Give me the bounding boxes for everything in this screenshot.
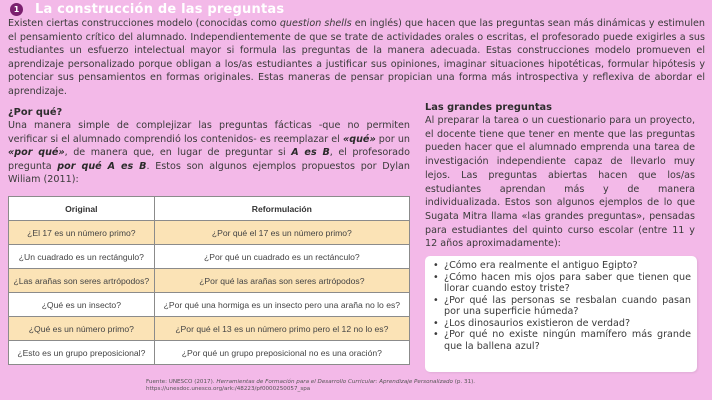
- section-number-badge: 1: [10, 3, 23, 16]
- table-row: [9, 221, 410, 245]
- reformulation-cell: ¿Por qué un grupo preposicional no es una oración?: [154, 341, 409, 365]
- original-cell: ¿Qué es un insecto?: [9, 293, 155, 317]
- list-item: [431, 260, 691, 272]
- por-que-section: [8, 106, 410, 187]
- bullet-icon: •: [433, 260, 439, 271]
- section-header: [8, 1, 284, 17]
- reformulation-cell: ¿Por qué el 13 es un número primo pero el 12 no lo es?: [154, 317, 409, 341]
- intro-text-cont: en inglés) que hacen que las preguntas sean más dinámicas y estimulen el pensamiento crítico del alumnado. Independientemente de que se trate de actividades orales o escritas, el profesorado puede exigirles a sus estudiantes un esfuerzo intelectual mayor si formula las preguntas de la manera adecuada. Estas construcciones modelo promueven el aprendizaje personalizado porque obligan a los/as estudiantes a justificar sus opiniones, imaginar situaciones hipotéticas, formular hipótesis y potenciar sus pensamientos en formas originales. Estas maneras de pensar propician una forma más introspectiva y reflexiva de abordar el aprendizaje.: [8, 18, 705, 97]
- list-item-text: ¿Cómo hacen mis ojos para saber que tienen que llorar cuando estoy triste?: [444, 271, 691, 294]
- section-title: La construcción de las preguntas: [35, 1, 285, 17]
- column-header-reformulation: Reformulación: [154, 197, 409, 221]
- source-citation: [146, 379, 475, 394]
- column-header-original: Original: [9, 197, 155, 221]
- source-prefix: Fuente: UNESCO (2017).: [146, 379, 217, 385]
- list-item: [431, 329, 691, 352]
- question-reformulation-table: [8, 196, 410, 365]
- table-row: [9, 245, 410, 269]
- text: , el profesorado pregunta: [8, 147, 411, 172]
- source-url[interactable]: https://unesdoc.unesco.org/ark:/48223/pf0000250057_spa: [146, 386, 311, 393]
- table-header-row: [9, 197, 410, 221]
- big-questions-box: [425, 256, 697, 372]
- grandes-preguntas-heading: Las grandes preguntas: [425, 102, 553, 113]
- table-row: [9, 317, 410, 341]
- list-item: [431, 295, 691, 318]
- grandes-preguntas-section: [425, 101, 695, 251]
- original-cell: ¿Qué es un número primo?: [9, 317, 155, 341]
- list-item-text: ¿Cómo era realmente el antiguo Egipto?: [444, 260, 638, 271]
- table-row: [9, 293, 410, 317]
- original-cell: ¿Esto es un grupo preposicional?: [9, 341, 155, 365]
- por-que-paragraph: [8, 119, 410, 187]
- por-que-heading: ¿Por qué?: [8, 107, 63, 118]
- reformulation-cell: ¿Por qué las arañas son seres artrópodos?: [154, 269, 409, 293]
- source-title: Herramientas de Formación para el Desarrollo Curricular: Aprendizaje Personalizado: [216, 379, 453, 385]
- original-cell: ¿Las arañas son seres artrópodos?: [9, 269, 155, 293]
- original-cell: ¿El 17 es un número primo?: [9, 221, 155, 245]
- source-suffix: (p. 31).: [452, 379, 476, 385]
- list-item: [431, 272, 691, 295]
- list-item: [431, 318, 691, 330]
- intro-paragraph: [8, 17, 705, 99]
- bullet-icon: •: [433, 294, 439, 306]
- intro-italic-term: question shells: [279, 18, 352, 29]
- reformulation-cell: ¿Por qué una hormiga es un insecto pero una araña no lo es?: [154, 293, 409, 317]
- reformulation-cell: ¿Por qué el 17 es un número primo?: [154, 221, 409, 245]
- big-questions-list: [431, 260, 691, 352]
- text: por un: [375, 133, 410, 145]
- emphasis: por qué A es B: [57, 160, 147, 172]
- list-item-text: ¿Por qué no existe ningún mamífero más grande que la ballena azul?: [444, 329, 691, 352]
- emphasis: A es B: [291, 147, 330, 159]
- grandes-preguntas-paragraph: Al preparar la tarea o un cuestionario para un proyecto, el docente tiene que tener en mente que las preguntas pueden hacer que el alumnado emprenda una tarea de investigación independiente capaz de llevarlo muy lejos. Las preguntas abiertas hacen que los/as estudiantes aprendan más y de manera individualizada. Estos son algunos ejemplos de lo que Sugata Mitra llama «las grandes preguntas», pensadas para estudiantes del quinto curso escolar (entre 11 y 12 años aproximadamente):: [425, 115, 695, 250]
- list-item-text: ¿Los dinosaurios existieron de verdad?: [444, 317, 631, 329]
- text: . Estos son algunos ejemplos propuestos por Dylan Wiliam (2011):: [8, 160, 410, 186]
- list-item-text: ¿Por qué las personas se resbalan cuando pasan por una superficie húmeda?: [444, 294, 691, 317]
- original-cell: ¿Un cuadrado es un rectángulo?: [9, 245, 155, 269]
- table-row: [9, 341, 410, 365]
- emphasis: «por qué»: [8, 147, 65, 159]
- intro-text: Existen ciertas construcciones modelo (conocidas como: [8, 18, 280, 29]
- text: , de manera que, en lugar de preguntar si: [64, 147, 292, 159]
- text: Una manera simple de complejizar las preguntas fácticas -que no permiten verificar si el alumnado comprendió los contenidos- es reemplazar el: [8, 120, 410, 145]
- bullet-icon: •: [433, 317, 439, 329]
- bullet-icon: •: [433, 329, 439, 340]
- emphasis: «qué»: [343, 133, 376, 145]
- table-row: [9, 269, 410, 293]
- reformulation-cell: ¿Por qué un cuadrado es un rectánculo?: [154, 245, 409, 269]
- bullet-icon: •: [433, 271, 439, 283]
